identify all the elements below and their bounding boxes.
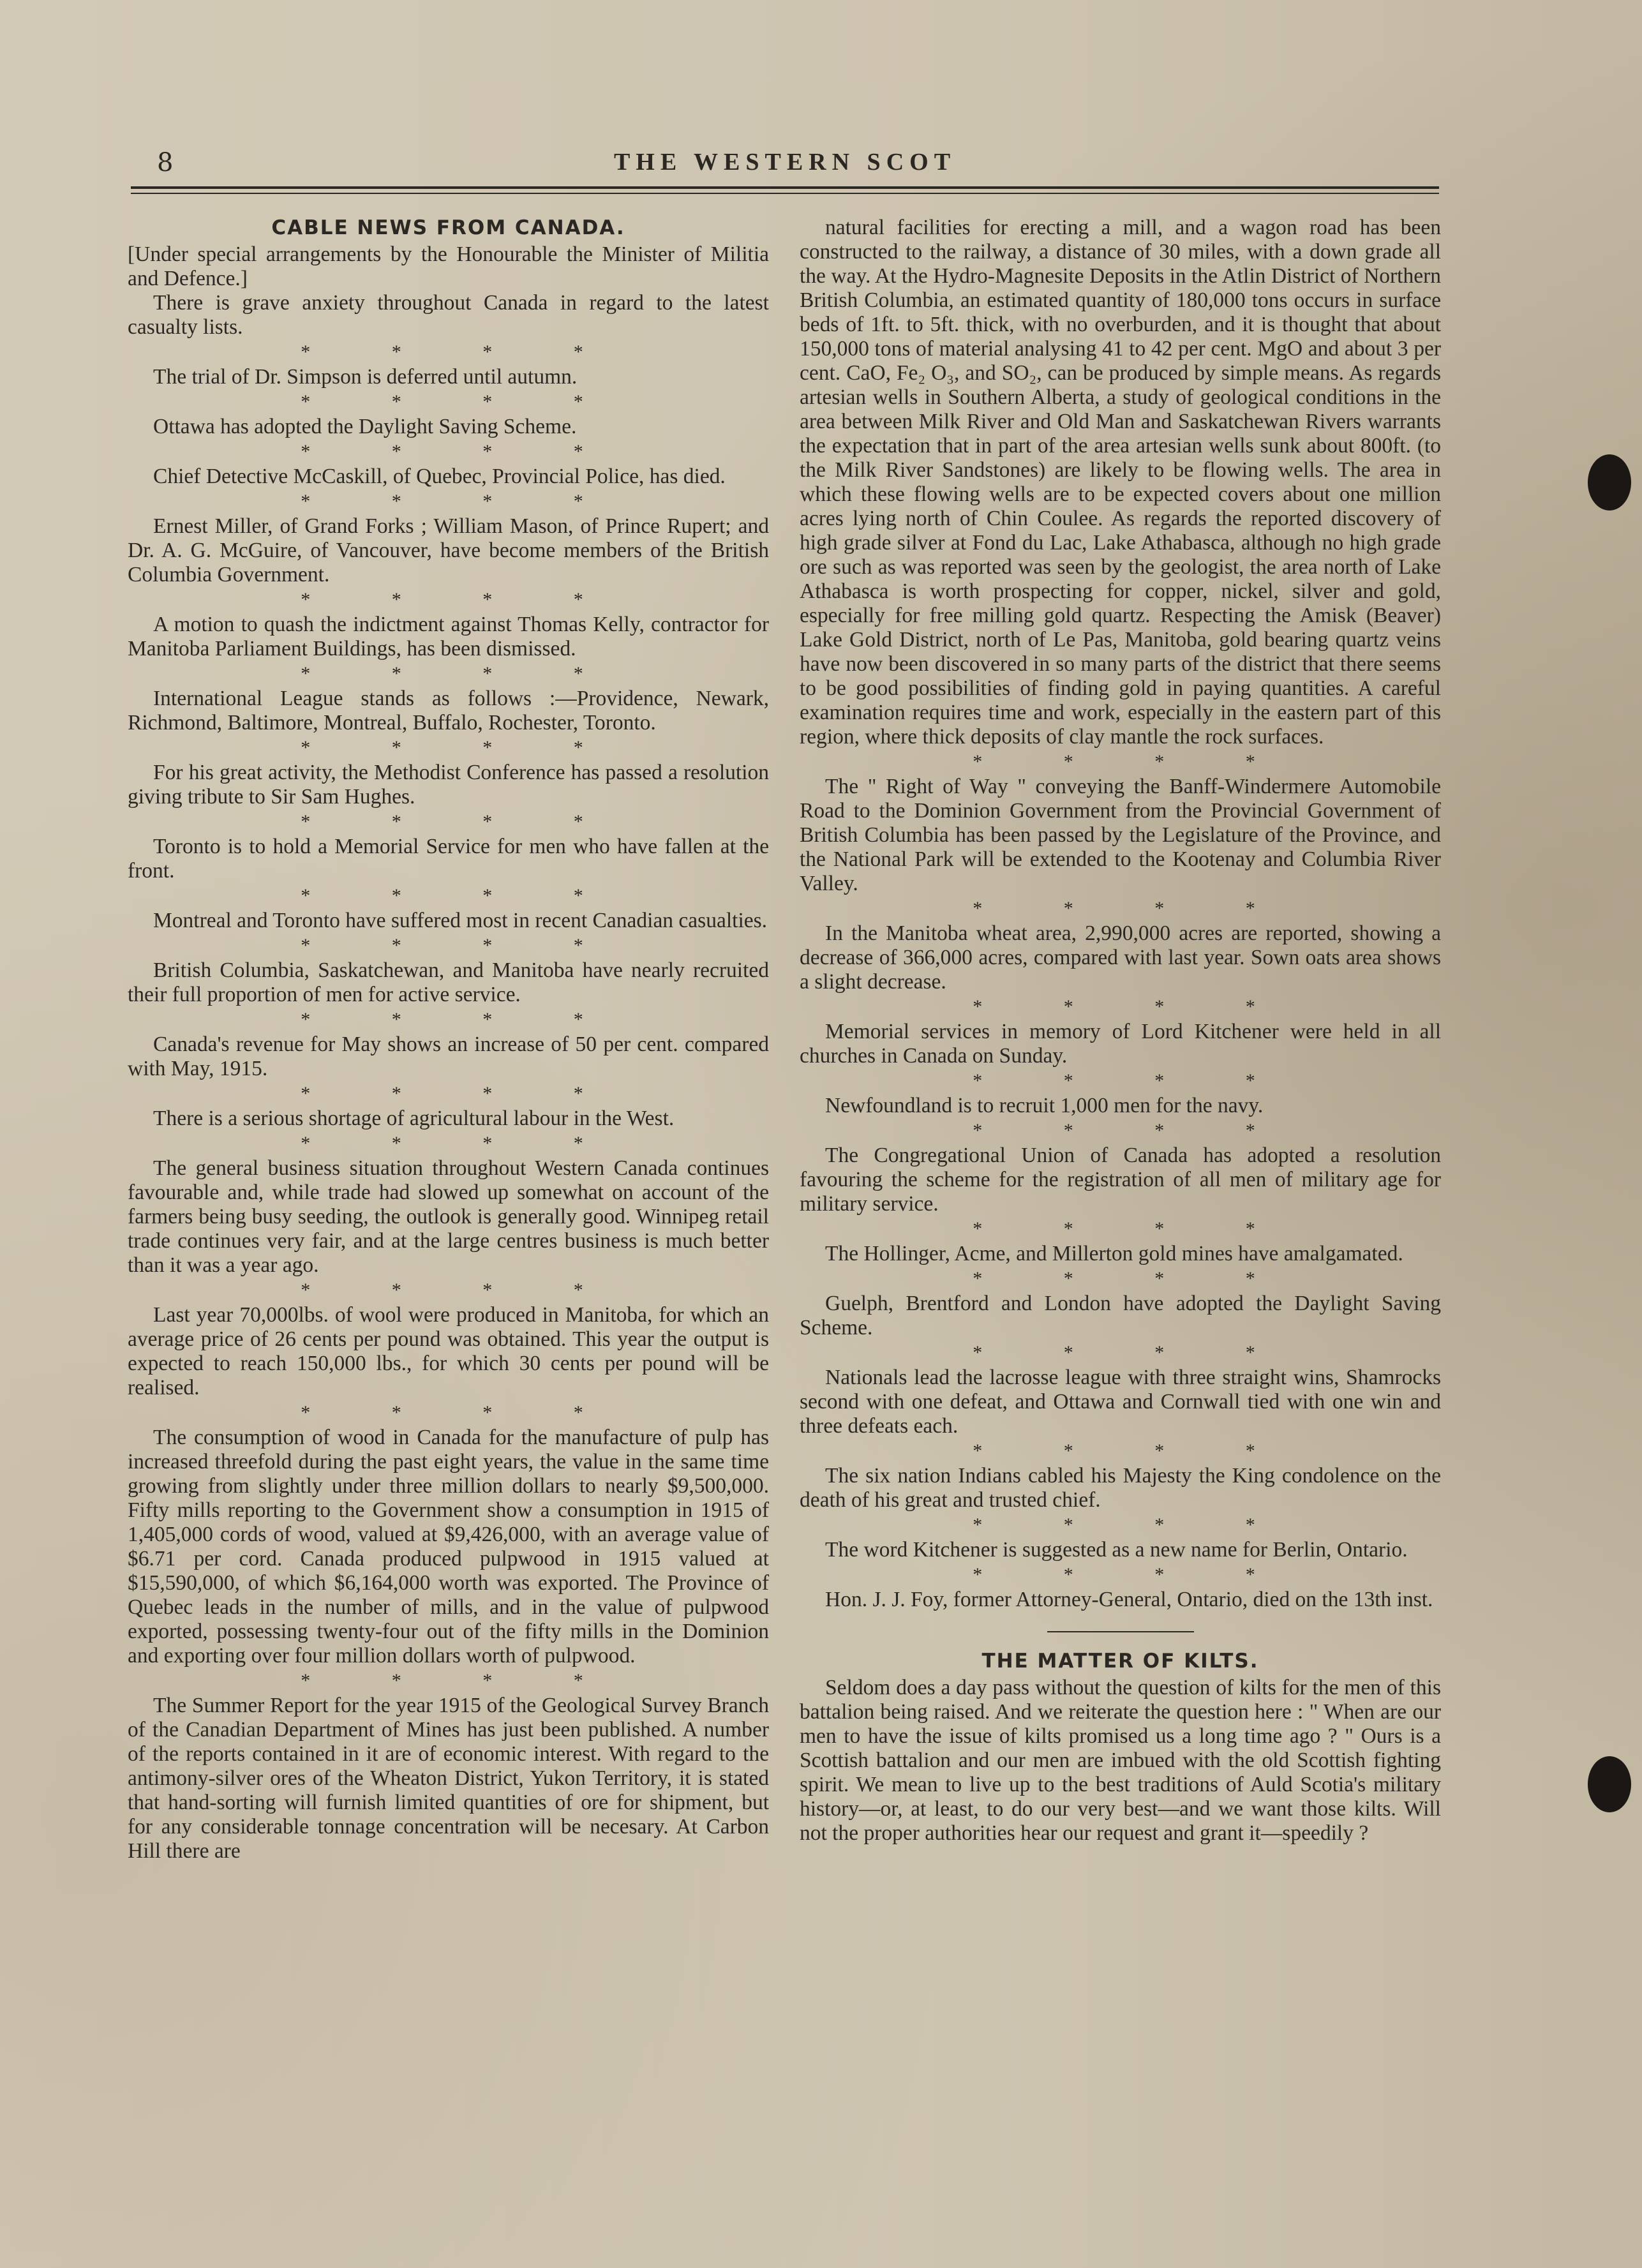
- right-news-items: [800, 216, 1441, 1612]
- item-separator: * * * *: [973, 1564, 1294, 1585]
- masthead-title: THE WESTERN SCOT: [613, 149, 957, 175]
- item-separator: * * * *: [301, 1133, 622, 1154]
- news-item: The consumption of wood in Canada for the manufacture of pulp has increased threefold during the past eight years, the value in the same time growing from slightly under three million dollars to nearly $9,500,000. Fifty mills reporting to the Government show a consumption in 1915 of 1,405,000 cords of wood, valued at $9,426,000, with an average value of $6.71 per cord. Canada produced pulpwood in 1915 valued at $15,590,000, of which $6,164,000 worth was exported. The Province of Quebec leads in the number of mills, and in the value of pulpwood exported, possessing twenty-four out of the fifty mills in the Dominion and exporting over four million dollars worth of pulpwood.: [128, 1426, 769, 1667]
- item-separator: * * * *: [973, 996, 1294, 1017]
- news-item: Montreal and Toronto have suffered most in recent Canadian casualties.: [153, 909, 768, 932]
- news-item: The " Right of Way " conveying the Banff-Windermere Automobile Road to the Dominion Government from the Provincial Government of British Columbia has been passed by the Legislature of the Province, and the National Park will be extended to the Kootenay and Columbia River Valley.: [800, 775, 1441, 895]
- left-news-items: [128, 291, 769, 1863]
- item-separator: * * * *: [301, 1402, 622, 1423]
- news-item: A motion to quash the indictment against Thomas Kelly, contractor for Manitoba Parliament Buildings, has been dismissed.: [128, 613, 769, 660]
- page-number: 8: [157, 148, 174, 177]
- item-separator: * * * *: [973, 1342, 1294, 1363]
- item-separator: * * * *: [301, 935, 622, 956]
- punch-hole: [1588, 454, 1631, 511]
- kilts-body: Seldom does a day pass without the question of kilts for the men of this battalion being raised. And we reiterate the question here : " When are our men to have the issue of kilts promised us a long time ago ? " Ours is a Scottish battalion and our men are imbued with the old Scottish fighting spirit. We mean to live up to the best traditions of Auld Scotia's military history—or, at least, to do our very best—and we want those kilts. Will not the proper authorities hear our request and grant it—speedily ?: [800, 1676, 1441, 1845]
- item-separator: * * * *: [301, 811, 622, 832]
- item-separator: * * * *: [973, 751, 1294, 772]
- news-item: Last year 70,000lbs. of wool were produced in Manitoba, for which an average price of 26 cents per pound was obtained. This year the output is expected to reach 150,000 lbs., for which 30 cents per pound will be realised.: [128, 1303, 769, 1399]
- item-separator: * * * *: [301, 663, 622, 684]
- news-item: The general business situation throughout Western Canada continues favourable and, while trade had slowed up somewhat on account of the farmers being busy seeding, the outlook is generally good. Winnipeg retail trade continues very fair, and at the large centres business is much better than it was a year ago.: [128, 1156, 769, 1277]
- news-item: Toronto is to hold a Memorial Service for men who have fallen at the front.: [128, 835, 769, 883]
- news-item: Ernest Miller, of Grand Forks ; William Mason, of Prince Rupert; and Dr. A. G. McGuire, of Vancouver, have become members of the British Columbia Government.: [128, 514, 769, 586]
- header-rule-thin: [131, 193, 1439, 194]
- news-item: British Columbia, Saskatchewan, and Manitoba have nearly recruited their full proportion of men for active service.: [128, 959, 769, 1006]
- news-item: Nationals lead the lacrosse league with three straight wins, Shamrocks second with one defeat, and Ottawa and Cornwall tied with one win and three defeats each.: [800, 1366, 1441, 1438]
- news-item: The trial of Dr. Simpson is deferred until autumn.: [153, 365, 578, 389]
- item-separator: * * * *: [301, 1670, 622, 1691]
- news-item: Ottawa has adopted the Daylight Saving Scheme.: [153, 415, 577, 438]
- news-item: Guelph, Brentford and London have adopted the Daylight Saving Scheme.: [800, 1292, 1441, 1339]
- news-item: Newfoundland is to recruit 1,000 men for the navy.: [825, 1094, 1264, 1117]
- right-column: [800, 216, 1441, 1846]
- item-separator: * * * *: [301, 1279, 622, 1301]
- news-item: Hon. J. J. Foy, former Attorney-General, Ontario, died on the 13th inst.: [825, 1588, 1433, 1611]
- item-separator: * * * *: [301, 341, 622, 362]
- item-separator: * * * *: [301, 391, 622, 412]
- page-header: [128, 142, 1442, 180]
- news-item: International League stands as follows :—Providence, Newark, Richmond, Baltimore, Montreal, Buffalo, Rochester, Toronto.: [128, 687, 769, 735]
- header-rule: [131, 186, 1439, 189]
- left-column: [128, 216, 769, 1863]
- cable-news-heading: CABLE NEWS FROM CANADA.: [271, 216, 625, 239]
- news-item: Memorial services in memory of Lord Kitchener were held in all churches in Canada on Sunday.: [800, 1020, 1441, 1068]
- news-item: Chief Detective McCaskill, of Quebec, Provincial Police, has died.: [153, 465, 726, 488]
- item-separator: * * * *: [301, 491, 622, 512]
- news-item: In the Manitoba wheat area, 2,990,000 acres are reported, showing a decrease of 366,000 acres, compared with last year. Sown oats area shows a slight decrease.: [800, 921, 1441, 994]
- item-separator: * * * *: [301, 1009, 622, 1030]
- cable-news-note: [Under special arrangements by the Honourable the Minister of Militia and Defence.]: [128, 242, 769, 290]
- item-separator: * * * *: [973, 1120, 1294, 1141]
- news-item: The word Kitchener is suggested as a new name for Berlin, Ontario.: [825, 1538, 1408, 1562]
- news-item: There is a serious shortage of agricultural labour in the West.: [153, 1107, 675, 1130]
- item-separator: * * * *: [973, 1268, 1294, 1289]
- item-separator: * * * *: [301, 1083, 622, 1104]
- news-item: The Hollinger, Acme, and Millerton gold mines have amalgamated.: [825, 1242, 1403, 1265]
- news-item: Canada's revenue for May shows an increase of 50 per cent. compared with May, 1915.: [128, 1033, 769, 1080]
- news-item: There is grave anxiety throughout Canada in regard to the latest casualty lists.: [128, 291, 769, 339]
- section-divider: [1047, 1631, 1194, 1632]
- item-separator: * * * *: [973, 898, 1294, 919]
- news-item: The Congregational Union of Canada has adopted a resolution favouring the scheme for the registration of all men of military age for military service.: [800, 1144, 1441, 1216]
- news-item: natural facilities for erecting a mill, and a wagon road has been constructed to the railway, a distance of 30 miles, with a down grade all the way. At the Hydro-Magnesite Deposits in the Atlin District of Northern British Columbia, an estimated quantity of 180,000 tons occurs in surface beds of 1ft. to 5ft. thick, with no overburden, and it is thought that about 150,000 tons of material analysing 41 to 42 per cent. MgO and about 3 per cent. CaO, Fe₂ O₃, and SO₂, can be produced by simple means. As regards artesian wells in Southern Alberta, a study of geological conditions in the area between Milk River and Old Man and Saskatchewan Rivers warrants the expectation that in part of the area artesian wells sunk about 800ft. (to the Milk River Sandstones) are likely to be flowing wells. The area in which these flowing wells are to be expected covers about one million acres lying north of Chin Coulee. As regards the reported discovery of high grade silver at Fond du Lac, Lake Athabasca, although no high grade ore such as was reported was seen by the geologist, the area north of Lake Athabasca is worth prospecting for copper, nickel, silver and gold, especially for free milling gold quartz. Respecting the Amisk (Beaver) Lake Gold District, north of Le Pas, Manitoba, gold bearing quartz veins have now been discovered in so many parts of the district that there seems to be good possibilities of finding gold in paying quantities. A careful examination requires time and work, especially in the eastern part of this region, where thick deposits of clay mantle the rock surfaces.: [800, 216, 1441, 749]
- news-item: For his great activity, the Methodist Conference has passed a resolution giving tribute to Sir Sam Hughes.: [128, 761, 769, 809]
- item-separator: * * * *: [301, 589, 622, 610]
- item-separator: * * * *: [973, 1070, 1294, 1091]
- item-separator: * * * *: [301, 737, 622, 758]
- item-separator: * * * *: [973, 1218, 1294, 1239]
- item-separator: * * * *: [301, 885, 622, 906]
- item-separator: * * * *: [973, 1514, 1294, 1535]
- kilts-heading: THE MATTER OF KILTS.: [981, 1650, 1259, 1673]
- item-separator: * * * *: [301, 441, 622, 462]
- news-item: The Summer Report for the year 1915 of the Geological Survey Branch of the Canadian Department of Mines has just been published. A number of the reports contained in it are of economic interest. With regard to the antimony-silver ores of the Wheaton District, Yukon Territory, it is stated that hand-sorting will furnish limited quantities of ore for shipment, but for any considerable tonnage concentration will be necesary. At Carbon Hill there are: [128, 1694, 769, 1863]
- news-item: The six nation Indians cabled his Majesty the King condolence on the death of his great and trusted chief.: [800, 1464, 1441, 1512]
- punch-hole: [1588, 1756, 1631, 1812]
- item-separator: * * * *: [973, 1440, 1294, 1461]
